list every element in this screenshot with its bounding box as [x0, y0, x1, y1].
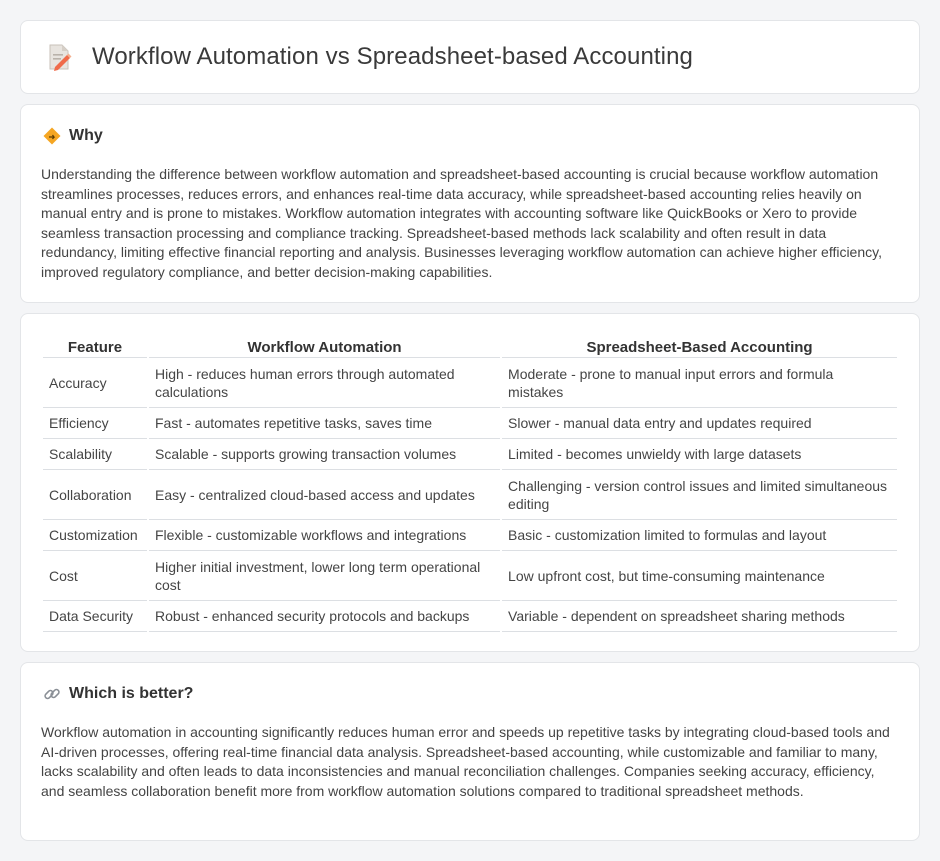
better-title: Which is better? [69, 685, 194, 702]
header-spreadsheet: Spreadsheet-Based Accounting [502, 336, 897, 358]
better-text: Workflow automation in accounting significantly reduces human error and speeds up repetitive tasks by integrating cloud-based tools and AI-driven processes, offering real-time financial data analysis. Spreadsheet-based accounting, while customizable and familiar to many, lacks scalability and often leads to data inconsistencies and manual reconciliation challenges. Companies seeking accuracy, efficiency, and seamless collaboration benefit more from workflow automation solutions compared to traditional spreadsheet methods. [41, 724, 890, 799]
why-text: Understanding the difference between workflow automation and spreadsheet-based accounting is crucial because workflow automation streamlines processes, reduces errors, and enhances real-time data accuracy, while spreadsheet-based accounting relies heavily on manual entry and is prone to mistakes. Workflow automation integrates with accounting software like QuickBooks or Xero to provide seamless transaction processing and compliance tracking. Spreadsheet-based methods lack scalability and often result in data redundancy, limiting effective financial reporting and analysis. Businesses leveraging workflow automation can achieve higher efficiency, improved regulatory compliance, and better decision-making capabilities. [41, 166, 882, 280]
workflow-cell: Easy - centralized cloud-based access and updates [149, 470, 500, 520]
link-icon [43, 685, 61, 703]
which-better-section [20, 662, 920, 841]
feature-cell: Scalability [43, 439, 147, 470]
feature-cell: Accuracy [43, 358, 147, 408]
document-edit-icon [46, 43, 72, 71]
workflow-cell: Robust - enhanced security protocols and backups [149, 601, 500, 632]
feature-cell: Efficiency [43, 408, 147, 439]
better-heading [43, 685, 193, 703]
workflow-cell: Flexible - customizable workflows and integrations [149, 520, 500, 551]
why-title: Why [69, 127, 103, 144]
workflow-cell: Scalable - supports growing transaction volumes [149, 439, 500, 470]
table-row [43, 358, 897, 408]
header-workflow: Workflow Automation [149, 336, 500, 358]
spreadsheet-cell: Limited - becomes unwieldy with large datasets [502, 439, 897, 470]
why-section [20, 104, 920, 303]
spreadsheet-cell: Low upfront cost, but time-consuming maintenance [502, 551, 897, 601]
header-feature: Feature [43, 336, 147, 358]
diamond-sign-icon [43, 127, 61, 145]
feature-cell: Collaboration [43, 470, 147, 520]
feature-cell: Data Security [43, 601, 147, 632]
table-row [43, 408, 897, 439]
spreadsheet-cell: Slower - manual data entry and updates required [502, 408, 897, 439]
table-row [43, 439, 897, 470]
workflow-cell: High - reduces human errors through automated calculations [149, 358, 500, 408]
table-row [43, 470, 897, 520]
comparison-table [41, 336, 899, 632]
feature-cell: Cost [43, 551, 147, 601]
spreadsheet-cell: Challenging - version control issues and limited simultaneous editing [502, 470, 897, 520]
title-card [20, 20, 920, 94]
page-title: Workflow Automation vs Spreadsheet-based Accounting [92, 43, 693, 70]
table-header-row [43, 336, 897, 358]
table-row [43, 520, 897, 551]
table-row [43, 551, 897, 601]
table-row [43, 601, 897, 632]
feature-cell: Customization [43, 520, 147, 551]
workflow-cell: Fast - automates repetitive tasks, saves time [149, 408, 500, 439]
comparison-section [20, 313, 920, 652]
spreadsheet-cell: Variable - dependent on spreadsheet sharing methods [502, 601, 897, 632]
spreadsheet-cell: Basic - customization limited to formulas and layout [502, 520, 897, 551]
spreadsheet-cell: Moderate - prone to manual input errors and formula mistakes [502, 358, 897, 408]
workflow-cell: Higher initial investment, lower long term operational cost [149, 551, 500, 601]
why-heading [43, 127, 103, 145]
title-row [46, 43, 693, 71]
